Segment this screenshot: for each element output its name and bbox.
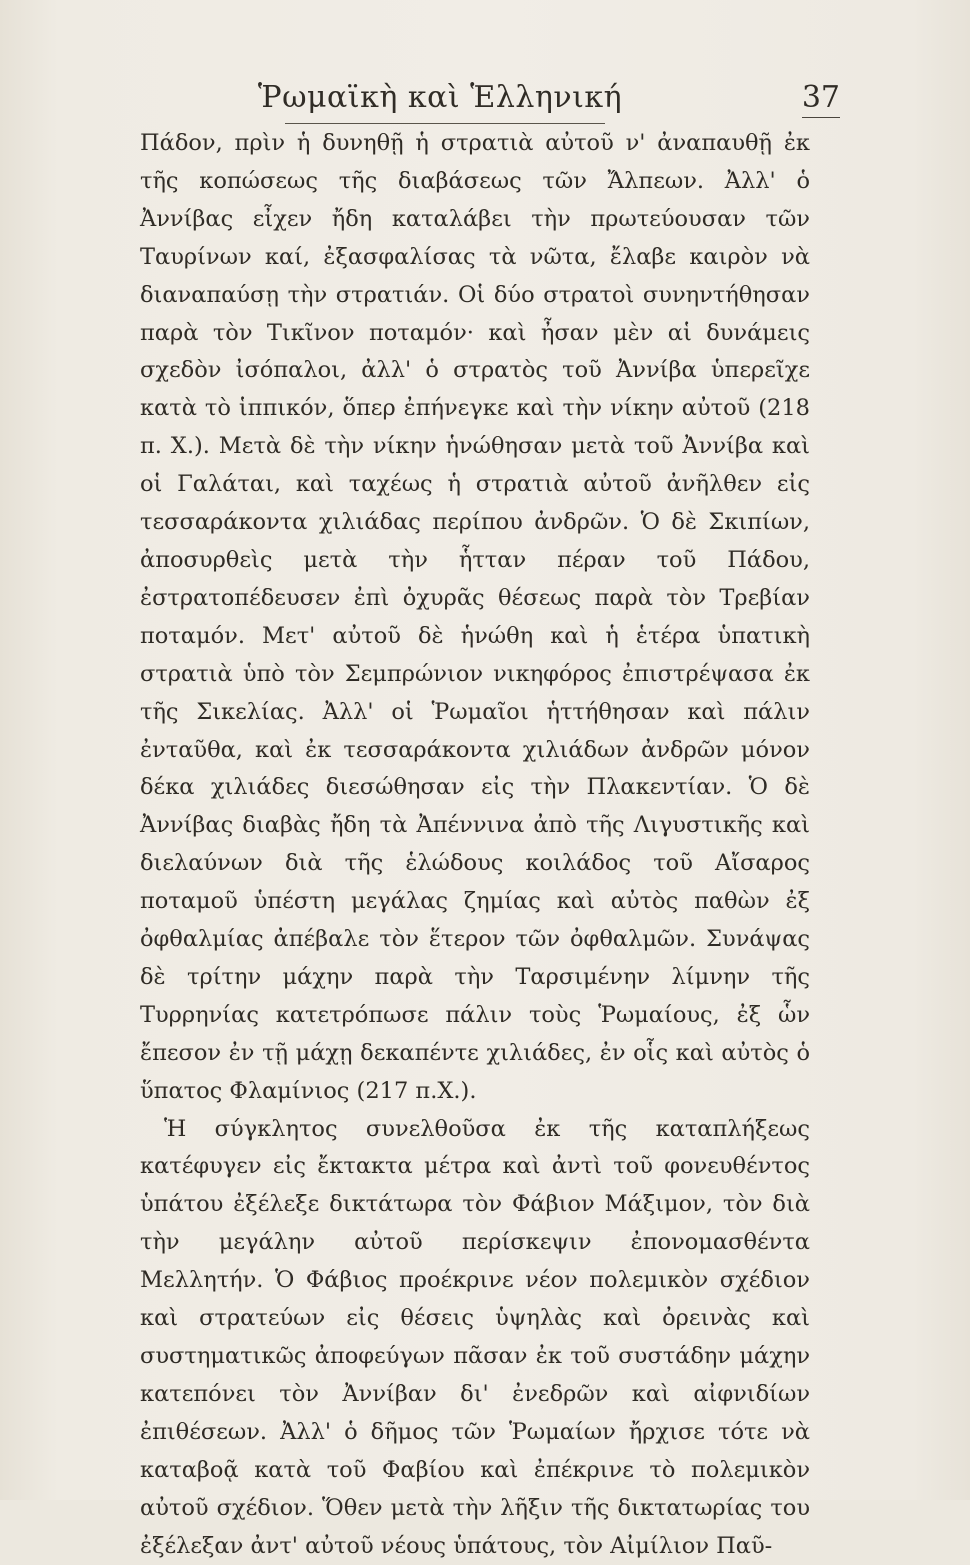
body-text bbox=[140, 125, 810, 1565]
page-number: 37 bbox=[802, 80, 840, 118]
header-rule bbox=[285, 123, 605, 124]
paragraph: Ἡ σύγκλητος συνελθοῦσα ἐκ τῆς καταπλήξεως κατέφυγεν εἰς ἔκτακτα μέτρα καὶ ἀντὶ τοῦ φονευθέντος ὑπάτου ἐξέλεξε δικτάτωρα τὸν Φάβιον Μάξιμον, τὸν διὰ τὴν μεγάλην αὐτοῦ περίσκεψιν ἐπονομασθέντα Μελλητήν. Ὁ Φάβιος προέκρινε νέον πολεμικὸν σχέδιον καὶ στρατεύων εἰς θέσεις ὑψηλὰς καὶ ὀρεινὰς καὶ συστηματικῶς ἀποφεύγων πᾶσαν ἐκ τοῦ συστάδην μάχην κατεπόνει τὸν Ἀννίβαν δι' ἐνεδρῶν καὶ αἰφνιδίων ἐπιθέσεων. Ἀλλ' ὁ δῆμος τῶν Ῥωμαίων ἤρχισε τότε νὰ καταβοᾷ κατὰ τοῦ Φαβίου καὶ ἐπέκρινε τὸ πολεμικὸν αὐτοῦ σχέδιον. Ὅθεν μετὰ τὴν λῆξιν τῆς δικτατωρίας του ἐξέλεξαν ἀντ' αὐτοῦ νέους ὑπάτους, τὸν Αἰμίλιον Παῦ- bbox=[140, 1115, 810, 1559]
running-head bbox=[0, 80, 970, 128]
paragraph: Πάδον, πρὶν ἡ δυνηθῇ ἡ στρατιὰ αὐτοῦ ν' ἀναπαυθῇ ἐκ τῆς κοπώσεως τῆς διαβάσεως τῶν Ἄλπεων. Ἀλλ' ὁ Ἀννίβας εἶχεν ἤδη καταλάβει τὴν πρωτεύουσαν τῶν Ταυρίνων καί, ἐξασφαλίσας τὰ νῶτα, ἔλαβε καιρὸν νὰ διαναπαύσῃ τὴν στρατιάν. Οἱ δύο στρατοὶ συνηντήθησαν παρὰ τὸν Τικῖνον ποταμόν· καὶ ἦσαν μὲν αἱ δυνάμεις σχεδὸν ἰσόπαλοι, ἀλλ' ὁ στρατὸς τοῦ Ἀννίβα ὑπερεῖχε κατὰ τὸ ἱππικόν, ὅπερ ἐπήνεγκε καὶ τὴν νίκην αὐτοῦ (218 π. Χ.). Μετὰ δὲ τὴν νίκην ἡνώθησαν μετὰ τοῦ Ἀννίβα καὶ οἱ Γαλάται, καὶ ταχέως ἡ στρατιὰ αὐτοῦ ἀνῆλθεν εἰς τεσσαράκοντα χιλιάδας περίπου ἀνδρῶν. Ὁ δὲ Σκιπίων, ἀποσυρθεὶς μετὰ τὴν ἧτταν πέραν τοῦ Πάδου, ἐστρατοπέδευσεν ἐπὶ ὀχυρᾶς θέσεως παρὰ τὸν Τρεβίαν ποταμόν. Μετ' αὐτοῦ δὲ ἡνώθη καὶ ἡ ἑτέρα ὑπατικὴ στρατιὰ ὑπὸ τὸν Σεμπρώνιον νικηφόρος ἐπιστρέψασα ἐκ τῆς Σικελίας. Ἀλλ' οἱ Ῥωμαῖοι ἡττήθησαν καὶ πάλιν ἐνταῦθα, καὶ ἐκ τεσσαράκοντα χιλιάδων ἀνδρῶν μόνον δέκα χιλιάδες διεσώθησαν εἰς τὴν Πλακεντίαν. Ὁ δὲ Ἀννίβας διαβὰς ἤδη τὰ Ἀπέννινα ἀπὸ τῆς Λιγυστικῆς καὶ διελαύνων διὰ τῆς ἑλώδους κοιλάδος τοῦ Αἴσαρος ποταμοῦ ὑπέστη μεγάλας ζημίας καὶ αὐτὸς παθὼν ἐξ ὀφθαλμίας ἀπέβαλε τὸν ἕτερον τῶν ὀφθαλμῶν. Συνάψας δὲ τρίτην μάχην παρὰ τὴν Ταρσιμένην λίμνην τῆς Τυρρηνίας κατετρόπωσε πάλιν τοὺς Ῥωμαίους, ἐξ ὧν ἔπεσον ἐν τῇ μάχῃ δεκαπέντε χιλιάδες, ἐν οἷς καὶ αὐτὸς ὁ ὕπατος Φλαμίνιος (217 π.Χ.). bbox=[140, 130, 810, 1104]
running-head-title: Ῥωμαϊκὴ καὶ Ἑλληνική bbox=[257, 80, 623, 115]
